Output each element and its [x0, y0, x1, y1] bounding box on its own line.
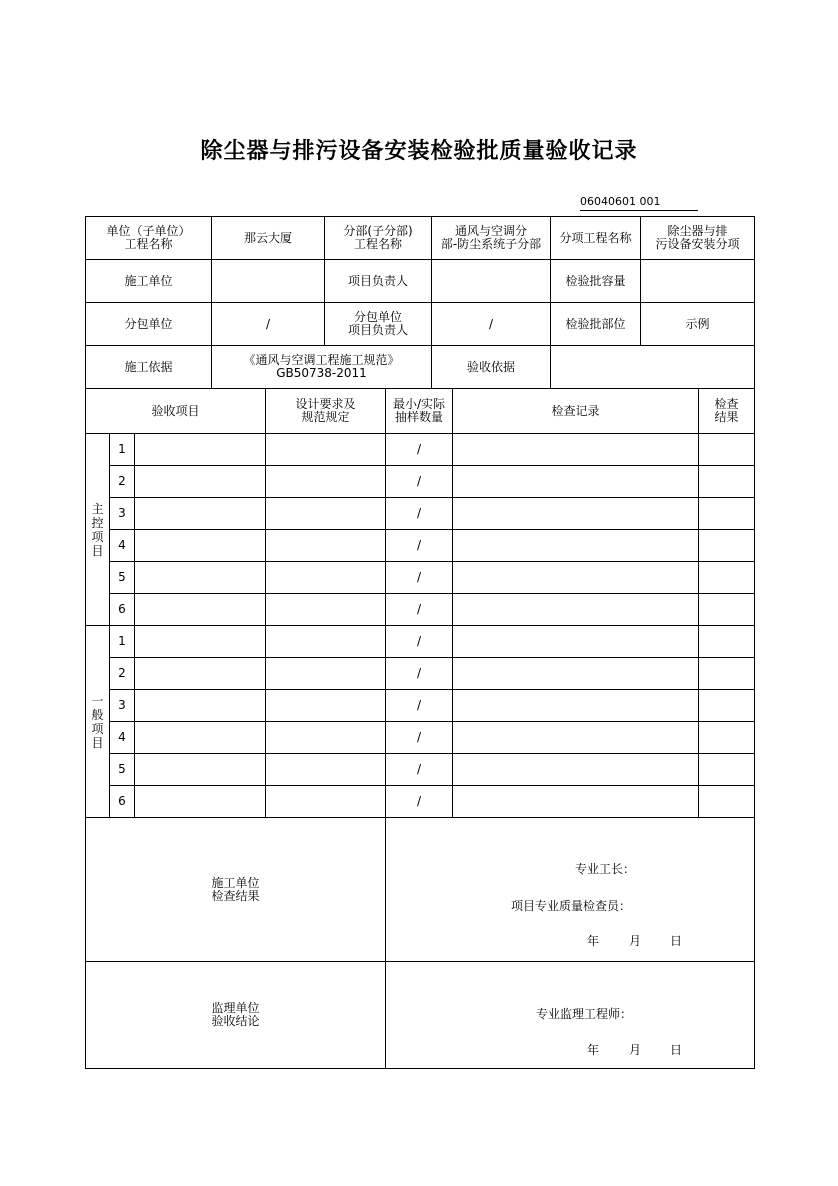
- subcontract-manager-value[interactable]: /: [432, 303, 551, 346]
- supervising-engineer-label: 专业监理工程师：: [536, 1007, 633, 1021]
- unit-value[interactable]: 那云大厦: [212, 217, 325, 260]
- design-cell[interactable]: [266, 722, 386, 754]
- design-cell[interactable]: [266, 466, 386, 498]
- row-number: 2: [110, 466, 135, 498]
- design-cell[interactable]: [266, 754, 386, 786]
- batch-part-value[interactable]: 示例: [641, 303, 755, 346]
- header-table: [85, 216, 755, 389]
- sample-cell[interactable]: /: [386, 594, 453, 626]
- items-table: [85, 388, 755, 1069]
- project-manager-label: 项目负责人: [325, 260, 432, 303]
- row-number: 3: [110, 690, 135, 722]
- document-code: 06040601 001: [580, 195, 698, 211]
- unit-label: 单位（子单位） 工程名称: [86, 217, 212, 260]
- supervision-day-label: 日: [670, 1043, 683, 1057]
- subcontract-unit-value[interactable]: /: [212, 303, 325, 346]
- table-row: [86, 434, 755, 466]
- construction-unit-label: 施工单位: [86, 260, 212, 303]
- item-cell[interactable]: [135, 466, 266, 498]
- sub-dept-label: 分部(子分部) 工程名称: [325, 217, 432, 260]
- sub-dept-value[interactable]: 通风与空调分 部-防尘系统子分部: [432, 217, 551, 260]
- row-number: 6: [110, 786, 135, 818]
- row-number: 1: [110, 626, 135, 658]
- design-cell[interactable]: [266, 594, 386, 626]
- sample-cell[interactable]: /: [386, 626, 453, 658]
- item-cell[interactable]: [135, 434, 266, 466]
- item-cell[interactable]: [135, 658, 266, 690]
- item-cell[interactable]: [135, 786, 266, 818]
- design-cell[interactable]: [266, 562, 386, 594]
- result-cell[interactable]: [699, 626, 755, 658]
- design-cell[interactable]: [266, 498, 386, 530]
- table-row: [86, 466, 755, 498]
- result-cell[interactable]: [699, 594, 755, 626]
- sample-cell[interactable]: /: [386, 658, 453, 690]
- sample-cell[interactable]: /: [386, 786, 453, 818]
- main-items-label-cell: [86, 434, 110, 626]
- record-cell[interactable]: [453, 498, 699, 530]
- basis-label: 施工依据: [86, 346, 212, 389]
- table-row: [86, 690, 755, 722]
- column-item: 验收项目: [86, 389, 266, 434]
- page-title: 除尘器与排污设备安装检验批质量验收记录: [200, 138, 638, 164]
- sample-cell[interactable]: /: [386, 434, 453, 466]
- record-cell[interactable]: [453, 754, 699, 786]
- design-cell[interactable]: [266, 530, 386, 562]
- sample-cell[interactable]: /: [386, 498, 453, 530]
- sample-cell[interactable]: /: [386, 530, 453, 562]
- batch-capacity-label: 检验批容量: [551, 260, 641, 303]
- main-items-label: 主控项目: [91, 501, 104, 558]
- design-cell[interactable]: [266, 626, 386, 658]
- row-number: 4: [110, 722, 135, 754]
- construction-year-label: 年: [587, 934, 600, 948]
- subcontract-unit-label: 分包单位: [86, 303, 212, 346]
- foreman-label: 专业工长：: [575, 862, 636, 876]
- construction-month-label: 月: [629, 934, 642, 948]
- construction-unit-value[interactable]: [212, 260, 325, 303]
- table-row: [86, 626, 755, 658]
- sample-cell[interactable]: /: [386, 722, 453, 754]
- item-cell[interactable]: [135, 754, 266, 786]
- item-label: 分项工程名称: [551, 217, 641, 260]
- subcontract-manager-label: 分包单位 项目负责人: [325, 303, 432, 346]
- table-row: [86, 658, 755, 690]
- table-row: [86, 562, 755, 594]
- record-cell[interactable]: [453, 562, 699, 594]
- column-result: 检查 结果: [699, 389, 755, 434]
- result-cell[interactable]: [699, 466, 755, 498]
- row-number: 5: [110, 754, 135, 786]
- row-number: 3: [110, 498, 135, 530]
- design-cell[interactable]: [266, 658, 386, 690]
- result-cell[interactable]: [699, 498, 755, 530]
- general-items-label: 一般项目: [91, 693, 104, 750]
- result-cell[interactable]: [699, 658, 755, 690]
- record-cell[interactable]: [453, 594, 699, 626]
- column-sample: 最小/实际 抽样数量: [386, 389, 453, 434]
- table-row: [86, 594, 755, 626]
- acceptance-basis-label: 验收依据: [432, 346, 551, 389]
- batch-part-label: 检验批部位: [551, 303, 641, 346]
- table-row: [86, 498, 755, 530]
- table-row: [86, 722, 755, 754]
- record-cell[interactable]: [453, 434, 699, 466]
- result-cell[interactable]: [699, 562, 755, 594]
- quality-inspector-label: 项目专业质量检查员：: [511, 899, 632, 913]
- item-cell[interactable]: [135, 690, 266, 722]
- project-manager-value[interactable]: [432, 260, 551, 303]
- record-cell[interactable]: [453, 626, 699, 658]
- record-cell[interactable]: [453, 690, 699, 722]
- supervision-year-label: 年: [587, 1043, 600, 1057]
- record-cell[interactable]: [453, 530, 699, 562]
- batch-capacity-value[interactable]: [641, 260, 755, 303]
- row-number: 6: [110, 594, 135, 626]
- row-number: 1: [110, 434, 135, 466]
- general-items-label-cell: [86, 626, 110, 818]
- column-record: 检查记录: [453, 389, 699, 434]
- row-number: 2: [110, 658, 135, 690]
- item-cell[interactable]: [135, 626, 266, 658]
- result-cell[interactable]: [699, 434, 755, 466]
- record-cell[interactable]: [453, 658, 699, 690]
- supervision-month-label: 月: [629, 1043, 642, 1057]
- construction-day-label: 日: [670, 934, 683, 948]
- table-row: [86, 530, 755, 562]
- item-value[interactable]: 除尘器与排 污设备安装分项: [641, 217, 755, 260]
- item-cell[interactable]: [135, 594, 266, 626]
- sample-cell[interactable]: /: [386, 562, 453, 594]
- design-cell[interactable]: [266, 786, 386, 818]
- column-design: 设计要求及 规范规定: [266, 389, 386, 434]
- result-cell[interactable]: [699, 690, 755, 722]
- construction-check-label: 施工单位 检查结果: [86, 818, 386, 962]
- sample-cell[interactable]: /: [386, 754, 453, 786]
- sample-cell[interactable]: /: [386, 466, 453, 498]
- item-cell[interactable]: [135, 562, 266, 594]
- acceptance-basis-value[interactable]: [551, 346, 755, 389]
- result-cell[interactable]: [699, 722, 755, 754]
- basis-value[interactable]: 《通风与空调工程施工规范》 GB50738-2011: [212, 346, 432, 389]
- supervision-check-label: 监理单位 验收结论: [86, 962, 386, 1069]
- item-cell[interactable]: [135, 498, 266, 530]
- design-cell[interactable]: [266, 434, 386, 466]
- table-row: [86, 754, 755, 786]
- sample-cell[interactable]: /: [386, 690, 453, 722]
- result-cell[interactable]: [699, 786, 755, 818]
- row-number: 4: [110, 530, 135, 562]
- item-cell[interactable]: [135, 530, 266, 562]
- result-cell[interactable]: [699, 754, 755, 786]
- construction-check-area[interactable]: [386, 818, 755, 962]
- design-cell[interactable]: [266, 690, 386, 722]
- record-cell[interactable]: [453, 786, 699, 818]
- record-cell[interactable]: [453, 466, 699, 498]
- table-row: [86, 786, 755, 818]
- supervision-check-area[interactable]: [386, 962, 755, 1069]
- item-cell[interactable]: [135, 722, 266, 754]
- row-number: 5: [110, 562, 135, 594]
- result-cell[interactable]: [699, 530, 755, 562]
- record-cell[interactable]: [453, 722, 699, 754]
